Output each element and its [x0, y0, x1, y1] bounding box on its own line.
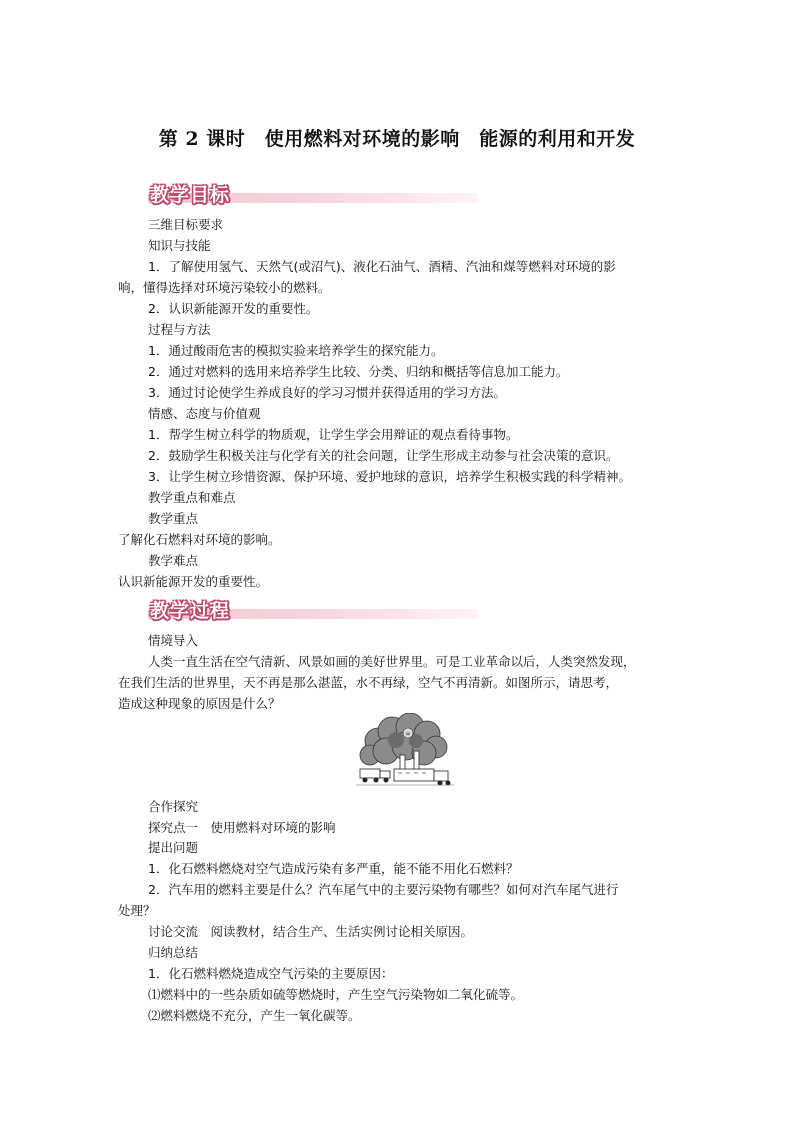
paragraph-line: 1．化石燃料燃烧对空气造成污染有多严重，能不能不用化石燃料？ [148, 861, 519, 876]
paragraph-line: 1．了解使用氢气、天然气(或沼气)、液化石油气、酒精、汽油和煤等燃料对环境的影 [148, 259, 616, 274]
paragraph-line: 2．通过对燃料的选用来培养学生比较、分类、归纳和概括等信息加工能力。 [148, 364, 569, 379]
subheading-attitude-values: 情感、态度与价值观 [148, 406, 261, 421]
subheading-three-dimensional-goals: 三维目标要求 [148, 217, 224, 232]
paragraph-line: 处理？ [118, 903, 156, 918]
subheading-knowledge-skills: 知识与技能 [148, 238, 211, 253]
paragraph-line: 响，懂得选择对环境污染较小的燃料。 [118, 280, 331, 295]
paragraph-line: 了解化石燃料对环境的影响。 [118, 532, 281, 547]
paragraph-line: 人类一直生活在空气清新、风景如画的美好世界里。可是工业革命以后，人类突然发现， [148, 654, 636, 669]
paragraph-line: 认识新能源开发的重要性。 [118, 574, 269, 589]
subheading-scenario-intro: 情境导入 [148, 633, 199, 648]
paragraph-line: 2．汽车用的燃料主要是什么？汽车尾气中的主要污染物有哪些？如何对汽车尾气进行 [148, 882, 619, 897]
paragraph-line: 造成这种现象的原因是什么？ [118, 696, 281, 711]
paragraph-line: 1．化石燃料燃烧造成空气污染的主要原因： [148, 966, 394, 981]
subheading-key-difficult-points: 教学重点和难点 [148, 490, 236, 505]
paragraph-line: 3．通过讨论使学生养成良好的学习习惯并获得适用的学习方法。 [148, 385, 506, 400]
svg-text:☠: ☠ [405, 730, 411, 738]
section-banner-teaching-process [148, 596, 478, 626]
subheading-process-methods: 过程与方法 [148, 322, 211, 337]
paragraph-line: 讨论交流 阅读教材，结合生产、生活实例讨论相关原因。 [148, 924, 474, 939]
paragraph-line: ⑴燃料中的一些杂质如硫等燃烧时，产生空气污染物如二氧化硫等。 [148, 987, 524, 1002]
section-banner-teaching-goals [148, 180, 478, 210]
paragraph-line: ⑵燃料燃烧不充分，产生一氧化碳等。 [148, 1008, 361, 1023]
paragraph-line: 2．认识新能源开发的重要性。 [148, 301, 319, 316]
paragraph-line: 1．通过酸雨危害的模拟实验来培养学生的探究能力。 [148, 343, 444, 358]
paragraph-line: 2．鼓励学生积极关注与化学有关的社会问题，让学生形成主动参与社会决策的意识。 [148, 448, 619, 463]
subheading-cooperative-inquiry: 合作探究 [148, 799, 199, 814]
subheading-raise-questions: 提出问题 [148, 840, 199, 855]
banner-label: 教学目标 [150, 184, 231, 206]
pollution-smoke-icon [356, 713, 454, 791]
banner-label: 教学过程 [150, 600, 231, 622]
subheading-summary: 归纳总结 [148, 945, 199, 960]
page-title: 第 2 课时 使用燃料对环境的影响 能源的利用和开发 [158, 128, 636, 150]
subheading-key-points: 教学重点 [148, 511, 199, 526]
paragraph-line: 在我们生活的世界里，天不再是那么湛蓝，水不再绿，空气不再清新。如图所示，请思考， [118, 675, 619, 690]
paragraph-line: 3．让学生树立珍惜资源、保护环境、爱护地球的意识，培养学生积极实践的科学精神。 [148, 469, 631, 484]
subheading-difficult-points: 教学难点 [148, 553, 199, 568]
paragraph-line: 1．帮学生树立科学的物质观，让学生学会用辩证的观点看待事物。 [148, 427, 519, 442]
subheading-inquiry-point-one: 探究点一 使用燃料对环境的影响 [148, 820, 336, 835]
pollution-illustration [356, 713, 454, 791]
